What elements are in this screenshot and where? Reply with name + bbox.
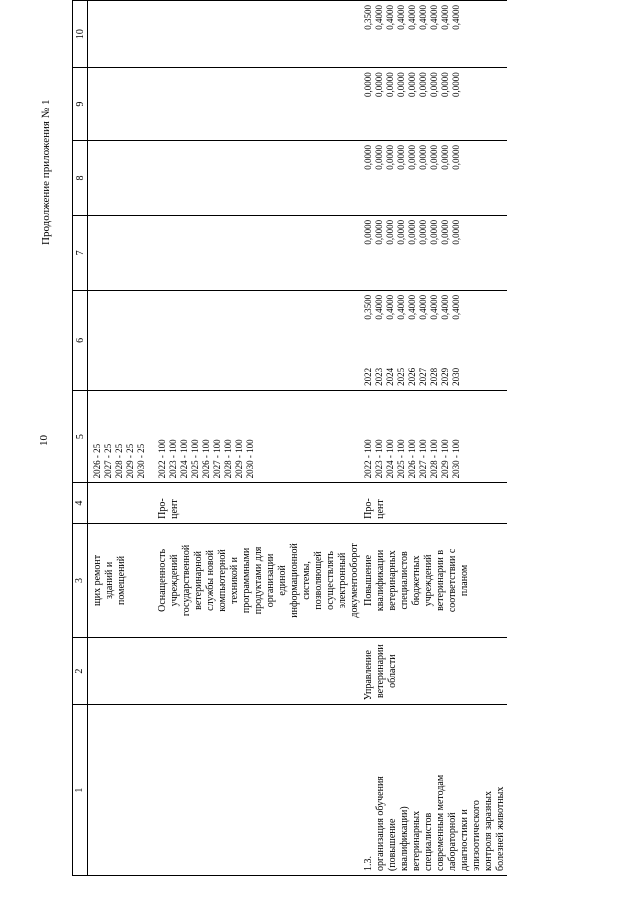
column-header-10: 10 xyxy=(73,1,88,68)
cell-col7 xyxy=(147,215,361,290)
cell-col10 xyxy=(147,1,361,68)
cell-col10 xyxy=(88,1,148,68)
column-header-4: 4 xyxy=(73,483,88,523)
table-row xyxy=(361,1,507,876)
column-header-7: 7 xyxy=(73,215,88,290)
cell-col3: Оснащенность учреждений государственной ветеринарной службы новой компьютерной техникой и программными продуктами для организации единой информационной системы, позволяющей осуществлять электронный документооборот xyxy=(147,523,361,637)
column-header-2: 2 xyxy=(73,638,88,705)
column-header-6: 6 xyxy=(73,290,88,390)
cell-col8: 0,0000 0,0000 0,0000 0,0000 0,0000 0,0000 0,0000 0,0000 0,0000 xyxy=(361,141,507,216)
cell-col9 xyxy=(147,68,361,141)
program-table xyxy=(72,0,507,876)
cell-col7 xyxy=(88,215,148,290)
cell-col9 xyxy=(88,68,148,141)
cell-col2: Управление ветеринарии области xyxy=(361,638,507,705)
cell-col6: 2022 0,3500 2023 0,4000 2024 0,4000 2025 0,4000 2026 0,4000 2027 0,4000 2028 0,4000 2029 0,4000 2030 0,4000 xyxy=(361,290,507,390)
column-header-3: 3 xyxy=(73,523,88,637)
cell-col1 xyxy=(147,705,361,876)
cell-col8 xyxy=(147,141,361,216)
cell-col4: Про- цент xyxy=(147,483,361,523)
row-number: 1.3. xyxy=(363,856,374,871)
table-row xyxy=(147,1,361,876)
cell-col4 xyxy=(88,483,148,523)
cell-col9: 0,0000 0,0000 0,0000 0,0000 0,0000 0,0000 0,0000 0,0000 0,0000 xyxy=(361,68,507,141)
cell-col2 xyxy=(147,638,361,705)
cell-col3: щих ремонт зданий и помещений xyxy=(88,523,148,637)
column-header-1: 1 xyxy=(73,705,88,876)
table-row xyxy=(88,1,148,876)
cell-col5: 2026 - 25 2027 - 25 2028 - 25 2029 - 25 2030 - 25 xyxy=(88,390,148,483)
cell-col6 xyxy=(88,290,148,390)
column-header-9: 9 xyxy=(73,68,88,141)
cell-col5: 2022 - 100 2023 - 100 2024 - 100 2025 - 100 2026 - 100 2027 - 100 2028 - 100 2029 - 100 2030 - 100 xyxy=(361,390,507,483)
cell-col5: 2022 - 100 2023 - 100 2024 - 100 2025 - 100 2026 - 100 2027 - 100 2028 - 100 2029 - 100 2030 - 100 xyxy=(147,390,361,483)
appendix-label: Продолжение приложения № 1 xyxy=(40,99,52,245)
cell-col1 xyxy=(361,705,507,876)
cell-col10: 0,3500 0,4000 0,4000 0,4000 0,4000 0,4000 0,4000 0,4000 0,4000 xyxy=(361,1,507,68)
column-header-8: 8 xyxy=(73,141,88,216)
cell-col1 xyxy=(88,705,148,876)
cell-col6 xyxy=(147,290,361,390)
cell-col4: Про- цент xyxy=(361,483,507,523)
header-row xyxy=(73,1,88,876)
page-number: 10 xyxy=(38,435,50,446)
cell-col2 xyxy=(88,638,148,705)
cell-col7: 0,0000 0,0000 0,0000 0,0000 0,0000 0,0000 0,0000 0,0000 0,0000 xyxy=(361,215,507,290)
cell-col8 xyxy=(88,141,148,216)
activity-name: организация обучения (повышение квалификации) ветеринарных специалистов современным методам лабораторной диагностики и эпизоотического контроля заразных болезней животных xyxy=(375,774,506,871)
column-header-5: 5 xyxy=(73,390,88,483)
cell-col3: Повышение квалификации ветеринарных специалистов бюджетных учреждений ветеринарии в соответствии с планом xyxy=(361,523,507,637)
